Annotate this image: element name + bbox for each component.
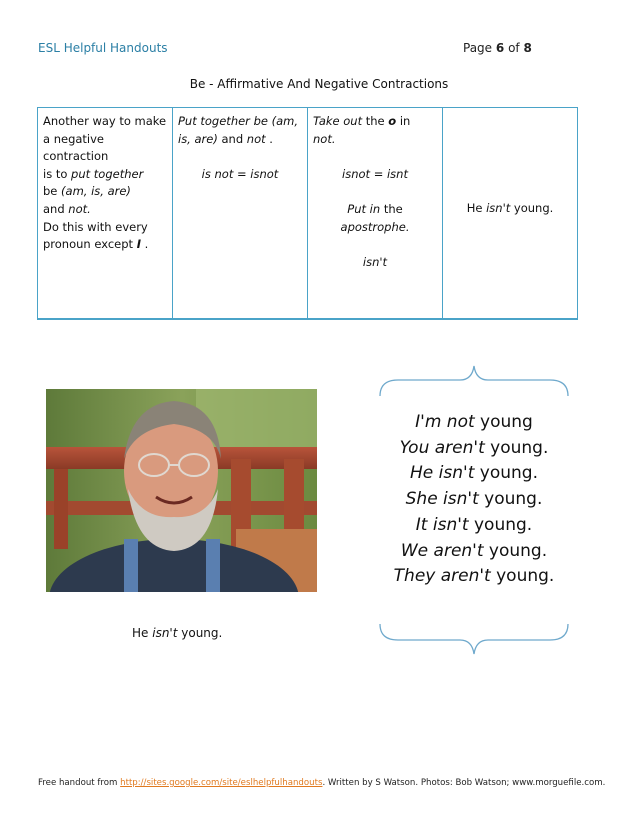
table-cell-example xyxy=(443,108,577,318)
footer-suffix: . Written by S Watson. Photos: Bob Watson; www.morguefile.com. xyxy=(322,778,606,788)
sentence-line: You aren't young. xyxy=(399,437,549,458)
page-title: Be - Affirmative And Negative Contractions xyxy=(189,77,449,91)
curly-brace-bottom-icon xyxy=(378,622,570,658)
sentence-line: They aren't young. xyxy=(393,566,555,587)
text-line: Take out the o in xyxy=(313,114,411,128)
header-site-name: ESL Helpful Handouts xyxy=(38,41,168,55)
man-portrait-image xyxy=(46,389,317,592)
example-sentences xyxy=(378,410,570,590)
sentence-line: She isn't young. xyxy=(405,489,543,510)
text-line: apostrophe. xyxy=(340,219,410,234)
sentence-line: I'm not young xyxy=(415,412,533,432)
text-line: and not. xyxy=(43,201,91,216)
text-line: Put in the xyxy=(347,201,403,216)
photo-caption: He isn't young. xyxy=(132,626,223,640)
text-line: pronoun except I . xyxy=(43,237,149,252)
sentence-line: It isn't young. xyxy=(415,514,533,535)
contraction-table xyxy=(37,107,578,320)
page-number: 6 xyxy=(495,41,505,55)
of-word: of xyxy=(508,41,520,55)
text-line: isnot = isnt xyxy=(342,166,408,181)
table-cell-step-put-together xyxy=(173,108,308,318)
photo-bearded-man xyxy=(46,389,317,592)
text-line: is to put together xyxy=(43,166,144,181)
text-line: Put together be (am, xyxy=(178,114,298,128)
page-word: Page xyxy=(463,41,493,55)
table-cell-step-take-out xyxy=(308,108,443,318)
sentence-line: We aren't young. xyxy=(400,540,548,561)
footer-link[interactable]: http://sites.google.com/site/eslhelpfulhandouts xyxy=(120,778,323,788)
text-line: Do this with every xyxy=(43,219,148,234)
text-line: is, are) and not . xyxy=(178,131,273,146)
text-line: isn't xyxy=(362,254,388,269)
text-line: a negative contraction xyxy=(43,131,109,164)
text-line: Another way to make xyxy=(43,114,167,128)
text-line: not. xyxy=(313,131,336,146)
example-sentence: He isn't young. xyxy=(466,200,554,215)
text-line: be (am, is, are) xyxy=(43,184,131,199)
sentence-line: He isn't young. xyxy=(410,463,538,484)
text-line: is not = isnot xyxy=(201,166,279,181)
curly-brace-top-icon xyxy=(378,362,570,398)
page-total: 8 xyxy=(523,41,532,55)
footer xyxy=(38,778,605,788)
page-indicator xyxy=(463,41,532,55)
table-cell-explanation xyxy=(38,108,173,318)
footer-prefix: Free handout from xyxy=(38,778,121,788)
